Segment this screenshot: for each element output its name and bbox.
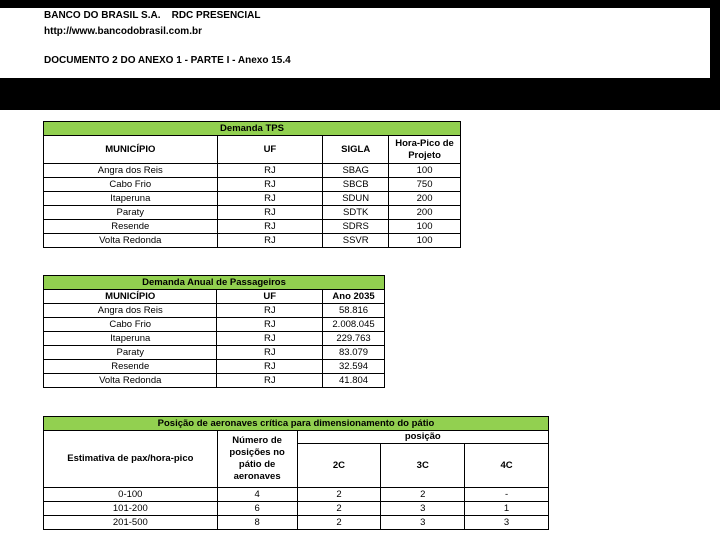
- table-row: [44, 220, 461, 234]
- column-header: SIGLA: [323, 136, 389, 164]
- table-row: [44, 178, 461, 192]
- cell-2c: 2: [297, 488, 381, 502]
- cell-uf: RJ: [217, 206, 323, 220]
- table-title: Posição de aeronaves crítica para dimensionamento do pátio: [44, 417, 549, 431]
- table-posicao-aeronaves: [43, 416, 549, 530]
- column-header-numero-posicoes: Número de posições no pátio de aeronaves: [217, 431, 297, 488]
- cell-uf: RJ: [217, 234, 323, 248]
- column-header-2c: 2C: [297, 444, 381, 488]
- right-border-bar: [710, 0, 720, 80]
- cell-numero: 8: [217, 516, 297, 530]
- cell-uf: RJ: [217, 192, 323, 206]
- column-header: Ano 2035: [323, 290, 385, 304]
- cell-2c: 2: [297, 502, 381, 516]
- column-header: UF: [217, 290, 323, 304]
- column-header: Hora-Pico de Projeto: [389, 136, 461, 164]
- table-demanda-anual: [43, 275, 385, 388]
- table-row: [44, 304, 385, 318]
- cell-municipio: Angra dos Reis: [44, 304, 217, 318]
- cell-hora-pico: 100: [389, 164, 461, 178]
- header-company: BANCO DO BRASIL S.A. RDC PRESENCIAL: [44, 10, 261, 21]
- top-border-bar: [0, 0, 720, 8]
- cell-3c: 3: [381, 502, 465, 516]
- cell-sigla: SDTK: [323, 206, 389, 220]
- black-band: [0, 78, 720, 110]
- table-row: [44, 502, 549, 516]
- table-row: [44, 374, 385, 388]
- cell-uf: RJ: [217, 332, 323, 346]
- cell-municipio: Cabo Frio: [44, 178, 218, 192]
- cell-municipio: Resende: [44, 360, 217, 374]
- cell-uf: RJ: [217, 220, 323, 234]
- column-header-3c: 3C: [381, 444, 465, 488]
- table-demanda-tps: [43, 121, 461, 248]
- cell-municipio: Cabo Frio: [44, 318, 217, 332]
- cell-4c: 3: [465, 516, 549, 530]
- table-row: [44, 318, 385, 332]
- cell-uf: RJ: [217, 374, 323, 388]
- cell-ano-2035: 2.008.045: [323, 318, 385, 332]
- table-row: [44, 332, 385, 346]
- cell-sigla: SBCB: [323, 178, 389, 192]
- table-row: [44, 192, 461, 206]
- cell-4c: 1: [465, 502, 549, 516]
- cell-municipio: Angra dos Reis: [44, 164, 218, 178]
- cell-uf: RJ: [217, 346, 323, 360]
- table-title: Demanda Anual de Passageiros: [44, 276, 385, 290]
- cell-pax: 0-100: [44, 488, 218, 502]
- cell-4c: -: [465, 488, 549, 502]
- cell-pax: 201-500: [44, 516, 218, 530]
- cell-sigla: SDUN: [323, 192, 389, 206]
- column-header: MUNICÍPIO: [44, 290, 217, 304]
- cell-3c: 2: [381, 488, 465, 502]
- column-header: MUNICÍPIO: [44, 136, 218, 164]
- table-row: [44, 234, 461, 248]
- column-header-pax: Estimativa de pax/hora-pico: [44, 431, 218, 488]
- cell-numero: 4: [217, 488, 297, 502]
- cell-ano-2035: 58.816: [323, 304, 385, 318]
- cell-hora-pico: 200: [389, 206, 461, 220]
- cell-sigla: SSVR: [323, 234, 389, 248]
- cell-hora-pico: 100: [389, 234, 461, 248]
- cell-ano-2035: 41.804: [323, 374, 385, 388]
- cell-hora-pico: 100: [389, 220, 461, 234]
- cell-municipio: Resende: [44, 220, 218, 234]
- cell-uf: RJ: [217, 304, 323, 318]
- cell-uf: RJ: [217, 318, 323, 332]
- cell-sigla: SDRS: [323, 220, 389, 234]
- table-title: Demanda TPS: [44, 122, 461, 136]
- cell-uf: RJ: [217, 178, 323, 192]
- table-row: [44, 360, 385, 374]
- cell-pax: 101-200: [44, 502, 218, 516]
- cell-municipio: Volta Redonda: [44, 234, 218, 248]
- cell-2c: 2: [297, 516, 381, 530]
- column-header: UF: [217, 136, 323, 164]
- column-header-posicao: posição: [297, 431, 548, 444]
- cell-municipio: Itaperuna: [44, 192, 218, 206]
- cell-uf: RJ: [217, 164, 323, 178]
- table-row: [44, 206, 461, 220]
- table-row: [44, 488, 549, 502]
- table-row: [44, 164, 461, 178]
- header-url: http://www.bancodobrasil.com.br: [44, 26, 202, 37]
- cell-hora-pico: 200: [389, 192, 461, 206]
- table-row: [44, 516, 549, 530]
- cell-hora-pico: 750: [389, 178, 461, 192]
- column-header-4c: 4C: [465, 444, 549, 488]
- table-row: [44, 346, 385, 360]
- cell-numero: 6: [217, 502, 297, 516]
- cell-ano-2035: 32.594: [323, 360, 385, 374]
- cell-ano-2035: 229.763: [323, 332, 385, 346]
- cell-municipio: Paraty: [44, 206, 218, 220]
- cell-municipio: Paraty: [44, 346, 217, 360]
- cell-ano-2035: 83.079: [323, 346, 385, 360]
- cell-3c: 3: [381, 516, 465, 530]
- cell-uf: RJ: [217, 360, 323, 374]
- cell-municipio: Itaperuna: [44, 332, 217, 346]
- header-document-title: DOCUMENTO 2 DO ANEXO 1 - PARTE I - Anexo 15.4: [44, 55, 291, 66]
- cell-sigla: SBAG: [323, 164, 389, 178]
- cell-municipio: Volta Redonda: [44, 374, 217, 388]
